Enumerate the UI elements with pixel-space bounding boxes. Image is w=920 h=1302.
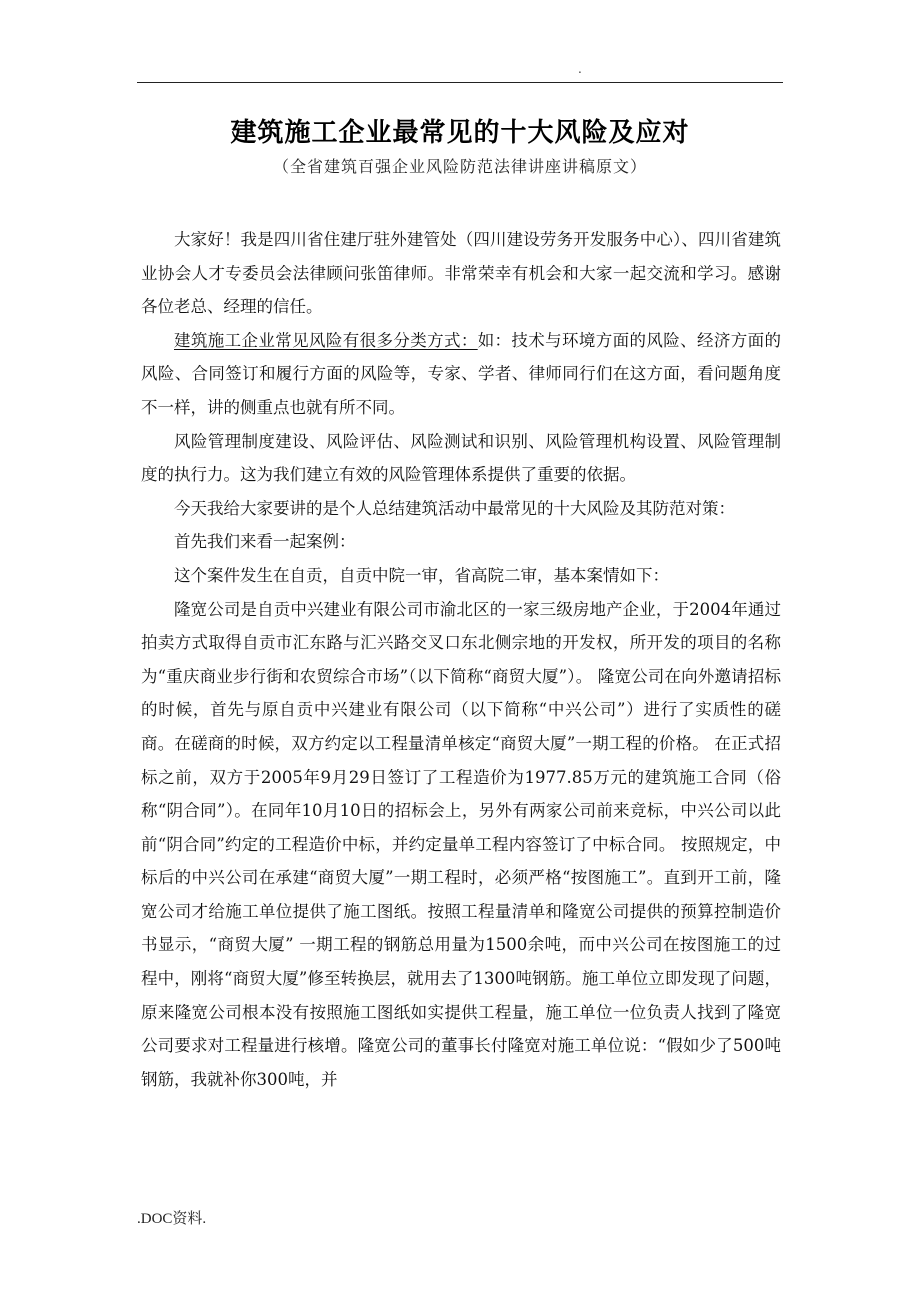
paragraph-risk-management: 风险管理制度建设、风险评估、风险测试和识别、风险管理机构设置、风险管理制度的执行力。这为我们建立有效的风险管理体系提供了重要的依据。: [141, 431, 781, 485]
paragraph-case-details: 隆宽公司是自贡中兴建业有限公司市渝北区的一家三级房地产企业，于2004年通过拍卖方式取得自贡市汇东路与汇兴路交叉口东北侧宗地的开发权，所开发的项目的名称为“重庆商业步行街和农贸综合市场”（以下简称“商贸大厦”）。 隆宽公司在向外邀请招标的时候，首先与原自贡中兴建业有限公司（以下简称“中兴公司”）进行了实质性的磋商。在磋商的时候，双方约定以工程量清单核定“商贸大厦”一期工程的价格。 在正式招标之前，双方于2005年9月29日签订了工程造价为1977.85万元的建筑施工合同（俗称“阴合同”）。在同年10月10日的招标会上，另外有两家公司前来竞标，中兴公司以此前“阴合同”约定的工程造价中标，并约定量单工程内容签订了中标合同。 按照规定，中标后的中兴公司在承建“商贸大厦”一期工程时，必须严格“按图施工”。直到开工前，隆宽公司才给施工单位提供了施工图纸。按照工程量清单和隆宽公司提供的预算控制造价书显示，“商贸大厦” 一期工程的钢筋总用量为1500余吨，而中兴公司在按图施工的过程中，刚将“商贸大厦”修至转换层，就用去了1300吨钢筋。施工单位立即发现了问题，原来隆宽公司根本没有按照施工图纸如实提供工程量，施工单位一位负责人找到了隆宽公司要求对工程量进行核增。隆宽公司的董事长付隆宽对施工单位说：“假如少了500吨钢筋，我就补你300吨，并: [141, 599, 781, 1089]
underlined-phrase: 建筑施工企业常见风险有很多分类方式：: [174, 330, 478, 350]
header-rule: [137, 82, 783, 83]
paragraph-greeting: 大家好！我是四川省住建厅驻外建管处（四川建设劳务开发服务中心）、四川省建筑业协会人才专委员会法律顾问张笛律师。非常荣幸有机会和大家一起交流和学习。感谢各位老总、经理的信任。: [141, 230, 781, 317]
paragraph-case-court: 这个案件发生在自贡，自贡中院一审，省高院二审，基本案情如下：: [174, 565, 669, 585]
paragraph-text: 如：技术与环境方面的风险、经济方面的风险、合同签订和履行方面的风险等，专家、学者、律师同行们在这方面，看问题角度不一样，讲的侧重点也就有所不同。: [141, 330, 782, 417]
paragraph-case-intro: 首先我们来看一起案例：: [174, 532, 356, 552]
paragraph-topic: 今天我给大家要讲的是个人总结建筑活动中最常见的十大风险及其防范对策：: [174, 498, 735, 518]
document-body: [141, 223, 781, 1096]
footer-label: .DOC资料.: [137, 1211, 207, 1227]
paragraph-risk-classification: [141, 324, 781, 425]
document-subtitle: （全省建筑百强企业风险防范法律讲座讲稿原文）: [272, 157, 647, 176]
document-title: 建筑施工企业最常见的十大风险及应对: [230, 118, 690, 148]
header-mark: .: [578, 62, 582, 76]
